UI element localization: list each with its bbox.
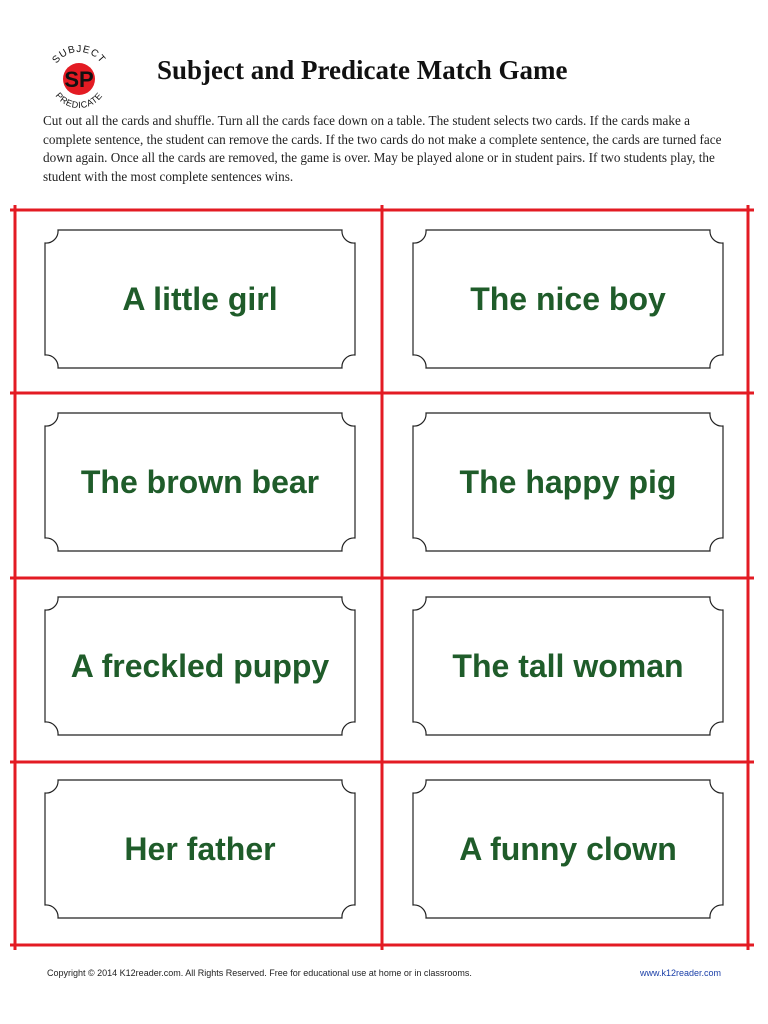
logo-top-text: SUBJECT [50, 43, 108, 66]
card-6[interactable] [412, 596, 724, 736]
card-text: The happy pig [459, 463, 677, 500]
card-text: A funny clown [459, 830, 677, 867]
card-7[interactable] [44, 779, 356, 919]
card-3[interactable] [44, 412, 356, 552]
page-title: Subject and Predicate Match Game [157, 55, 568, 85]
instructions-paragraph: Cut out all the cards and shuffle. Turn all the cards face down on a table. The student selects two cards. If the cards make a complete sentence, the student can remove the cards. If the two cards do not make a complete sentence, the cards are turned face down again. Once all the cards are removed, the game is over. May be played alone or in student pairs. If two students play, the student with the most complete sentences wins. [43, 113, 722, 184]
card-text: A freckled puppy [70, 647, 330, 684]
card-text: The brown bear [80, 463, 320, 500]
card-1[interactable] [44, 229, 356, 369]
card-text: The nice boy [470, 280, 666, 317]
card-text: A little girl [122, 280, 278, 317]
logo-center-text: SP [64, 67, 94, 92]
card-5[interactable] [44, 596, 356, 736]
card-8[interactable] [412, 779, 724, 919]
logo-bottom-text: PREDICATE [53, 90, 105, 111]
card-text: The tall woman [452, 647, 684, 684]
footer-website-link[interactable]: www.k12reader.com [639, 968, 721, 978]
card-2[interactable] [412, 229, 724, 369]
card-4[interactable] [412, 412, 724, 552]
card-text: Her father [124, 830, 276, 867]
footer-copyright: Copyright © 2014 K12reader.com. All Rights Reserved. Free for educational use at home or in classrooms. [47, 968, 472, 978]
